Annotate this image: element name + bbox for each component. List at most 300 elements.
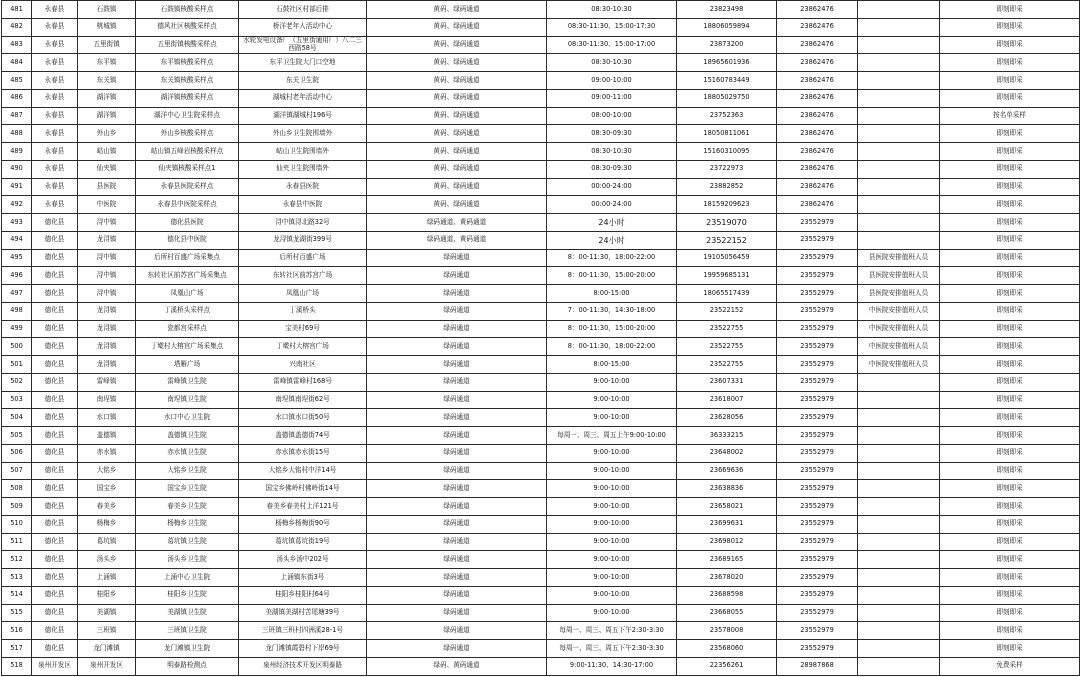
sampling-mode-cell: 即刻即采 [940, 498, 1080, 516]
channel-cell: 绿码通道 [367, 444, 547, 462]
table-row [2, 125, 1080, 143]
county-cell: 泉州开发区 [32, 657, 78, 675]
channel-cell: 绿码通道 [367, 498, 547, 516]
staff-note-cell [858, 178, 940, 196]
phone-cell: 23752363 [677, 107, 777, 125]
channel-cell: 黄码、绿码通道 [367, 18, 547, 36]
site-name-cell: 东关镇核酸采样点 [136, 72, 239, 90]
sampling-mode-cell: 即刻即采 [940, 267, 1080, 285]
table-row [2, 427, 1080, 445]
sampling-mode-cell: 即刻即采 [940, 409, 1080, 427]
row-number-cell: 490 [2, 160, 32, 178]
phone-cell: 23522755 [677, 356, 777, 374]
address-cell: 丁溪桥头 [239, 302, 367, 320]
supervisor-phone-cell: 23552979 [777, 231, 858, 249]
phone-cell: 23519070 [677, 214, 777, 232]
supervisor-phone-cell: 23552979 [777, 640, 858, 658]
table-row [2, 551, 1080, 569]
phone-cell: 15160310095 [677, 143, 777, 161]
table-row [2, 462, 1080, 480]
site-name-cell: 塔雁广场 [136, 356, 239, 374]
staff-note-cell [858, 125, 940, 143]
table-row [2, 285, 1080, 303]
address-cell: 桂阳乡桂阳村64号 [239, 586, 367, 604]
site-name-cell: 春美乡卫生院 [136, 498, 239, 516]
phone-cell: 23669636 [677, 462, 777, 480]
table-row [2, 302, 1080, 320]
address-cell: 兴南社区 [239, 356, 367, 374]
phone-cell: 23522152 [677, 231, 777, 249]
row-number-cell: 497 [2, 285, 32, 303]
phone-cell: 23578008 [677, 622, 777, 640]
hours-cell: 09:00-10:00 [547, 72, 677, 90]
hours-cell: 08:30-10:30 [547, 54, 677, 72]
township-cell: 桃城镇 [78, 18, 136, 36]
table-row [2, 569, 1080, 587]
sampling-mode-cell: 即刻即采 [940, 444, 1080, 462]
sampling-mode-cell: 即刻即采 [940, 54, 1080, 72]
county-cell: 德化县 [32, 640, 78, 658]
hours-cell: 9:00-10:00 [547, 515, 677, 533]
supervisor-phone-cell: 23862476 [777, 89, 858, 107]
address-cell: 水口镇水口街50号 [239, 409, 367, 427]
supervisor-phone-cell: 23552979 [777, 214, 858, 232]
township-cell: 浔中镇 [78, 214, 136, 232]
supervisor-phone-cell: 23552979 [777, 569, 858, 587]
hours-cell: 9:00-10:00 [547, 373, 677, 391]
channel-cell: 绿码通道 [367, 551, 547, 569]
site-name-cell: 永春县医院采样点 [136, 178, 239, 196]
address-cell: 盖德镇盖德街74号 [239, 427, 367, 445]
address-cell: 葛坑镇葛坑街19号 [239, 533, 367, 551]
supervisor-phone-cell: 23552979 [777, 356, 858, 374]
supervisor-phone-cell: 23552979 [777, 515, 858, 533]
row-number-cell: 508 [2, 480, 32, 498]
row-number-cell: 510 [2, 515, 32, 533]
channel-cell: 绿码通道 [367, 356, 547, 374]
township-cell: 大铭乡 [78, 462, 136, 480]
table-row [2, 214, 1080, 232]
site-name-cell: 丁溪桥头采样点 [136, 302, 239, 320]
supervisor-phone-cell: 23552979 [777, 498, 858, 516]
sampling-mode-cell: 即刻即采 [940, 285, 1080, 303]
hours-cell: 00:00-24:00 [547, 196, 677, 214]
hours-cell: 8：00-11:30，15:00-20:00 [547, 267, 677, 285]
staff-note-cell [858, 427, 940, 445]
county-cell: 永春县 [32, 36, 78, 54]
county-cell: 德化县 [32, 586, 78, 604]
address-cell: 水轮发电设备厂（五里街通用厂）八二三西路58号 [239, 36, 367, 54]
address-cell: 美湖镇美湖村苦尾塘39号 [239, 604, 367, 622]
phone-cell: 23882852 [677, 178, 777, 196]
hours-cell: 8:00-15:00 [547, 356, 677, 374]
channel-cell: 绿码通道 [367, 391, 547, 409]
county-cell: 德化县 [32, 480, 78, 498]
sampling-mode-cell: 即刻即采 [940, 320, 1080, 338]
hours-cell: 8：00-11:30，15:00-20:00 [547, 320, 677, 338]
supervisor-phone-cell: 23862476 [777, 160, 858, 178]
sampling-mode-cell: 即刻即采 [940, 18, 1080, 36]
sampling-mode-cell: 即刻即采 [940, 533, 1080, 551]
row-number-cell: 504 [2, 409, 32, 427]
table-row [2, 54, 1080, 72]
phone-cell: 19105056459 [677, 249, 777, 267]
county-cell: 德化县 [32, 427, 78, 445]
hours-cell: 9:00-10:00 [547, 604, 677, 622]
phone-cell: 23638836 [677, 480, 777, 498]
site-name-cell: 湖洋镇核酸采样点 [136, 89, 239, 107]
channel-cell: 黄码、绿码通道 [367, 54, 547, 72]
phone-cell: 23689165 [677, 551, 777, 569]
phone-cell: 23722973 [677, 160, 777, 178]
site-name-cell: 外山乡核酸采样点 [136, 125, 239, 143]
township-cell: 三班镇 [78, 622, 136, 640]
site-name-cell: 美湖镇卫生院 [136, 604, 239, 622]
sampling-mode-cell: 即刻即采 [940, 125, 1080, 143]
phone-cell: 23688598 [677, 586, 777, 604]
county-cell: 德化县 [32, 551, 78, 569]
site-name-cell: 仙夹镇核酸采样点1 [136, 160, 239, 178]
row-number-cell: 501 [2, 356, 32, 374]
phone-cell: 23668055 [677, 604, 777, 622]
supervisor-phone-cell: 23862476 [777, 72, 858, 90]
county-cell: 永春县 [32, 160, 78, 178]
site-name-cell: 德化县中医院 [136, 231, 239, 249]
staff-note-cell [858, 72, 940, 90]
row-number-cell: 488 [2, 125, 32, 143]
hours-cell: 9:00-10:00 [547, 498, 677, 516]
phone-cell: 18050811061 [677, 125, 777, 143]
address-cell: 杨梅乡杨梅街90号 [239, 515, 367, 533]
row-number-cell: 486 [2, 89, 32, 107]
phone-cell: 23823498 [677, 1, 777, 19]
phone-cell: 23522755 [677, 338, 777, 356]
township-cell: 赤水镇 [78, 444, 136, 462]
supervisor-phone-cell: 23862476 [777, 196, 858, 214]
channel-cell: 绿码通道 [367, 622, 547, 640]
table-row [2, 409, 1080, 427]
sampling-mode-cell: 即刻即采 [940, 249, 1080, 267]
row-number-cell: 495 [2, 249, 32, 267]
hours-cell: 08:30-10:30 [547, 143, 677, 161]
channel-cell: 绿码通道、黄码通道 [367, 231, 547, 249]
address-cell: 丁墘村大榕宫广场 [239, 338, 367, 356]
staff-note-cell [858, 107, 940, 125]
supervisor-phone-cell: 23552979 [777, 551, 858, 569]
row-number-cell: 485 [2, 72, 32, 90]
supervisor-phone-cell: 23862476 [777, 125, 858, 143]
table-row [2, 498, 1080, 516]
supervisor-phone-cell: 23552979 [777, 338, 858, 356]
testing-sites-table [1, 0, 1080, 676]
hours-cell: 每周一、周三、周五上午9:00-10:00 [547, 427, 677, 445]
supervisor-phone-cell: 23862476 [777, 1, 858, 19]
township-cell: 龙门滩镇 [78, 640, 136, 658]
site-name-cell: 葛坑镇卫生院 [136, 533, 239, 551]
row-number-cell: 518 [2, 657, 32, 675]
site-name-cell: 国宝乡卫生院 [136, 480, 239, 498]
phone-cell: 18805029750 [677, 89, 777, 107]
township-cell: 南埕镇 [78, 391, 136, 409]
phone-cell: 23607331 [677, 373, 777, 391]
county-cell: 永春县 [32, 72, 78, 90]
supervisor-phone-cell: 23552979 [777, 302, 858, 320]
supervisor-phone-cell: 23552979 [777, 444, 858, 462]
supervisor-phone-cell: 23552979 [777, 267, 858, 285]
row-number-cell: 482 [2, 18, 32, 36]
channel-cell: 绿码通道 [367, 569, 547, 587]
sampling-mode-cell: 即刻即采 [940, 373, 1080, 391]
hours-cell: 9:00-10:00 [547, 409, 677, 427]
sampling-mode-cell: 即刻即采 [940, 36, 1080, 54]
sampling-mode-cell: 即刻即采 [940, 622, 1080, 640]
supervisor-phone-cell: 23552979 [777, 373, 858, 391]
sampling-mode-cell: 即刻即采 [940, 515, 1080, 533]
county-cell: 德化县 [32, 320, 78, 338]
channel-cell: 绿码通道 [367, 338, 547, 356]
sampling-mode-cell: 即刻即采 [940, 178, 1080, 196]
table-row [2, 18, 1080, 36]
site-name-cell: 后所村百盛广场采集点 [136, 249, 239, 267]
sampling-mode-cell: 即刻即采 [940, 231, 1080, 249]
county-cell: 永春县 [32, 107, 78, 125]
address-cell: 宝美村69号 [239, 320, 367, 338]
phone-cell: 23522755 [677, 320, 777, 338]
sampling-mode-cell: 即刻即采 [940, 89, 1080, 107]
staff-note-cell [858, 36, 940, 54]
table-row [2, 640, 1080, 658]
staff-note-cell [858, 462, 940, 480]
row-number-cell: 507 [2, 462, 32, 480]
site-name-cell: 岵山镇五峰岩核酸采样点 [136, 143, 239, 161]
staff-note-cell: 中医院安排值班人员 [858, 356, 940, 374]
township-cell: 岵山镇 [78, 143, 136, 161]
county-cell: 德化县 [32, 231, 78, 249]
sampling-mode-cell: 即刻即采 [940, 214, 1080, 232]
site-name-cell: 明泰路检测点 [136, 657, 239, 675]
phone-cell: 22356261 [677, 657, 777, 675]
table-row [2, 143, 1080, 161]
address-cell: 后所村百盛广场 [239, 249, 367, 267]
channel-cell: 黄码、绿码通道 [367, 36, 547, 54]
township-cell: 泉州开发区 [78, 657, 136, 675]
address-cell: 龙浔镇龙湖街399号 [239, 231, 367, 249]
county-cell: 永春县 [32, 54, 78, 72]
address-cell: 湖城村老年活动中心 [239, 89, 367, 107]
channel-cell: 绿码通道 [367, 462, 547, 480]
hours-cell: 8：00-11:30，18:00-22:00 [547, 249, 677, 267]
channel-cell: 黄码、绿码通道 [367, 1, 547, 19]
channel-cell: 绿码、黄码通道 [367, 657, 547, 675]
site-name-cell: 永春县中医院采样点 [136, 196, 239, 214]
county-cell: 德化县 [32, 391, 78, 409]
row-number-cell: 516 [2, 622, 32, 640]
phone-cell: 23699631 [677, 515, 777, 533]
county-cell: 德化县 [32, 356, 78, 374]
township-cell: 雷峰镇 [78, 373, 136, 391]
staff-note-cell [858, 515, 940, 533]
site-name-cell: 水口中心卫生院 [136, 409, 239, 427]
address-cell: 仙夹卫生院围墙外 [239, 160, 367, 178]
hours-cell: 9:00-10:00 [547, 391, 677, 409]
site-name-cell: 凤凰山广场 [136, 285, 239, 303]
township-cell: 上涌镇 [78, 569, 136, 587]
sampling-mode-cell: 按名单采样 [940, 107, 1080, 125]
hours-cell: 24小时 [547, 214, 677, 232]
staff-note-cell: 中医院安排值班人员 [858, 338, 940, 356]
address-cell: 桥洋老年人活动中心 [239, 18, 367, 36]
channel-cell: 绿码通道 [367, 267, 547, 285]
address-cell: 东平卫生院大门口空地 [239, 54, 367, 72]
row-number-cell: 509 [2, 498, 32, 516]
channel-cell: 绿码通道 [367, 586, 547, 604]
hours-cell: 08:30-09:30 [547, 160, 677, 178]
phone-cell: 18159209623 [677, 196, 777, 214]
staff-note-cell [858, 89, 940, 107]
site-name-cell: 德风社区核酸采样点 [136, 18, 239, 36]
township-cell: 浔中镇 [78, 249, 136, 267]
table-row [2, 1, 1080, 19]
staff-note-cell [858, 533, 940, 551]
township-cell: 美湖镇 [78, 604, 136, 622]
township-cell: 浔中镇 [78, 285, 136, 303]
staff-note-cell [858, 622, 940, 640]
staff-note-cell [858, 231, 940, 249]
table-row [2, 160, 1080, 178]
county-cell: 德化县 [32, 604, 78, 622]
site-name-cell: 赤水镇卫生院 [136, 444, 239, 462]
sampling-mode-cell: 即刻即采 [940, 302, 1080, 320]
address-cell: 东转社区前苏宫广场 [239, 267, 367, 285]
supervisor-phone-cell: 23552979 [777, 320, 858, 338]
township-cell: 盖德镇 [78, 427, 136, 445]
channel-cell: 绿码通道 [367, 533, 547, 551]
phone-cell: 23698012 [677, 533, 777, 551]
supervisor-phone-cell: 23862476 [777, 178, 858, 196]
channel-cell: 绿码通道 [367, 285, 547, 303]
phone-cell: 18065517439 [677, 285, 777, 303]
row-number-cell: 492 [2, 196, 32, 214]
address-cell: 凤凰山广场 [239, 285, 367, 303]
county-cell: 永春县 [32, 196, 78, 214]
address-cell: 湖洋镇湖城村196号 [239, 107, 367, 125]
table-row [2, 338, 1080, 356]
phone-cell: 23568060 [677, 640, 777, 658]
county-cell: 德化县 [32, 373, 78, 391]
row-number-cell: 515 [2, 604, 32, 622]
channel-cell: 绿码通道 [367, 320, 547, 338]
township-cell: 仙夹镇 [78, 160, 136, 178]
sampling-mode-cell: 即刻即采 [940, 569, 1080, 587]
address-cell: 永春县中医院 [239, 196, 367, 214]
sampling-mode-cell: 即刻即采 [940, 356, 1080, 374]
channel-cell: 黄码、绿码通道 [367, 107, 547, 125]
supervisor-phone-cell: 23552979 [777, 586, 858, 604]
row-number-cell: 500 [2, 338, 32, 356]
township-cell: 龙浔镇 [78, 231, 136, 249]
hours-cell: 每周一、周三、周五下午2:30-3:30 [547, 640, 677, 658]
county-cell: 永春县 [32, 1, 78, 19]
phone-cell: 23648002 [677, 444, 777, 462]
table-row [2, 178, 1080, 196]
row-number-cell: 498 [2, 302, 32, 320]
staff-note-cell [858, 409, 940, 427]
township-cell: 汤头乡 [78, 551, 136, 569]
staff-note-cell [858, 160, 940, 178]
address-cell: 永春县医院 [239, 178, 367, 196]
site-name-cell: 杨梅乡卫生院 [136, 515, 239, 533]
supervisor-phone-cell: 23862476 [777, 54, 858, 72]
row-number-cell: 514 [2, 586, 32, 604]
county-cell: 德化县 [32, 569, 78, 587]
staff-note-cell [858, 640, 940, 658]
row-number-cell: 505 [2, 427, 32, 445]
sampling-mode-cell: 即刻即采 [940, 160, 1080, 178]
table-row [2, 586, 1080, 604]
site-name-cell: 龙门滩镇卫生院 [136, 640, 239, 658]
phone-cell: 23522152 [677, 302, 777, 320]
supervisor-phone-cell: 23862476 [777, 143, 858, 161]
township-cell: 水口镇 [78, 409, 136, 427]
address-cell: 上涌镇东街3号 [239, 569, 367, 587]
channel-cell: 绿码通道 [367, 409, 547, 427]
table-row [2, 622, 1080, 640]
channel-cell: 黄码、绿码通道 [367, 125, 547, 143]
county-cell: 德化县 [32, 444, 78, 462]
table-row [2, 444, 1080, 462]
row-number-cell: 513 [2, 569, 32, 587]
table-row [2, 657, 1080, 675]
address-cell: 南埕镇南埕街62号 [239, 391, 367, 409]
staff-note-cell [858, 214, 940, 232]
row-number-cell: 483 [2, 36, 32, 54]
sampling-mode-cell: 即刻即采 [940, 604, 1080, 622]
sampling-mode-cell: 即刻即采 [940, 72, 1080, 90]
hours-cell: 9:00-10:00 [547, 551, 677, 569]
table-row [2, 89, 1080, 107]
staff-note-cell [858, 657, 940, 675]
staff-note-cell: 县医院安排值班人员 [858, 249, 940, 267]
sampling-mode-cell: 即刻即采 [940, 551, 1080, 569]
row-number-cell: 493 [2, 214, 32, 232]
row-number-cell: 494 [2, 231, 32, 249]
channel-cell: 绿码通道 [367, 604, 547, 622]
township-cell: 湖洋镇 [78, 107, 136, 125]
staff-note-cell: 中医院安排值班人员 [858, 302, 940, 320]
address-cell: 赤水镇赤水街15号 [239, 444, 367, 462]
township-cell: 外山乡 [78, 125, 136, 143]
county-cell: 永春县 [32, 178, 78, 196]
row-number-cell: 487 [2, 107, 32, 125]
township-cell: 五里街镇 [78, 36, 136, 54]
county-cell: 德化县 [32, 214, 78, 232]
hours-cell: 24小时 [547, 231, 677, 249]
township-cell: 葛坑镇 [78, 533, 136, 551]
county-cell: 德化县 [32, 515, 78, 533]
table-row [2, 231, 1080, 249]
township-cell: 县医院 [78, 178, 136, 196]
supervisor-phone-cell: 23862476 [777, 36, 858, 54]
hours-cell: 9:00-11:30、14:30-17:00 [547, 657, 677, 675]
hours-cell: 08:00-10:00 [547, 107, 677, 125]
phone-cell: 18806059894 [677, 18, 777, 36]
table-row [2, 36, 1080, 54]
sampling-mode-cell: 即刻即采 [940, 462, 1080, 480]
row-number-cell: 491 [2, 178, 32, 196]
channel-cell: 黄码、绿码通道 [367, 178, 547, 196]
sampling-mode-cell: 即刻即采 [940, 196, 1080, 214]
row-number-cell: 503 [2, 391, 32, 409]
